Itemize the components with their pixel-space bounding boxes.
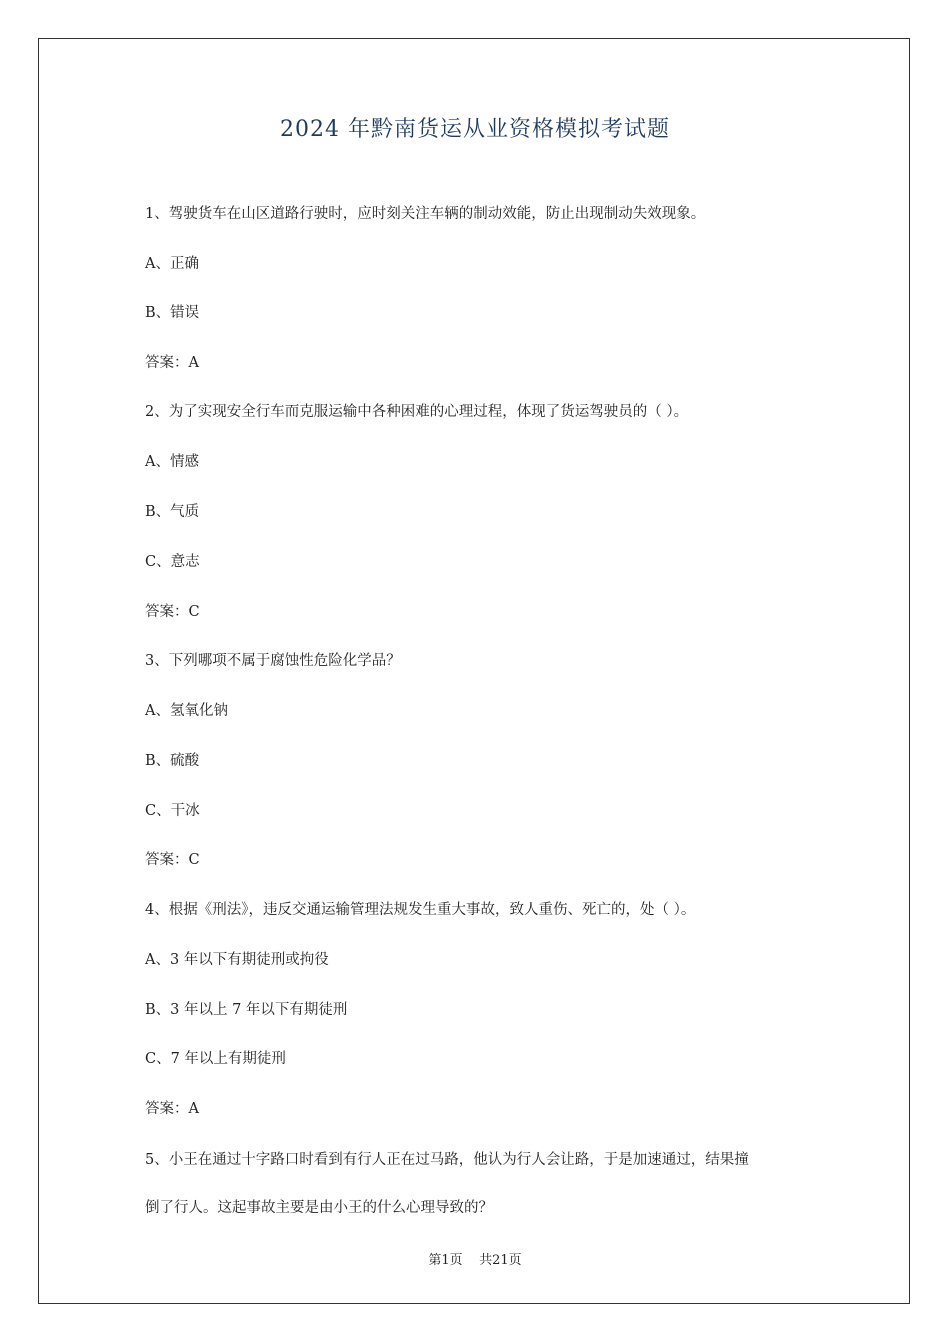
question-4-answer: 答案：A — [145, 1101, 199, 1117]
question-3-option-c: C、干冰 — [145, 803, 200, 819]
question-2-answer: 答案：C — [145, 604, 200, 620]
question-2-option-b: B、气质 — [145, 504, 200, 520]
question-4-option-b: B、3 年以上 7 年以下有期徒刑 — [145, 1002, 348, 1018]
question-4-option-a: A、3 年以下有期徒刑或拘役 — [145, 952, 329, 968]
question-2-stem: 2、为了实现安全行车而克服运输中各种困难的心理过程，体现了货运驾驶员的（ ）。 — [145, 404, 689, 420]
question-2-option-a: A、情感 — [145, 454, 199, 470]
question-4-stem: 4、根据《刑法》，违反交通运输管理法规发生重大事故，致人重伤、死亡的，处（ ）。 — [145, 902, 696, 918]
question-1-answer: 答案：A — [145, 355, 199, 371]
question-1-stem: 1、驾驶货车在山区道路行驶时，应时刻关注车辆的制动效能，防止出现制动失效现象。 — [145, 206, 706, 222]
question-3-answer: 答案：C — [145, 852, 200, 868]
question-1-option-a: A、正确 — [145, 256, 199, 272]
question-3-option-a: A、氢氧化钠 — [145, 703, 228, 719]
question-4-option-c: C、7 年以上有期徒刑 — [145, 1051, 286, 1067]
page-number-footer: 第1页 共21页 — [428, 1253, 522, 1268]
question-5-stem-line-1: 5、小王在通过十字路口时看到有行人正在过马路，他认为行人会让路，于是加速通过，结果撞 — [145, 1152, 749, 1168]
question-2-option-c: C、意志 — [145, 554, 200, 570]
question-1-option-b: B、错误 — [145, 305, 200, 321]
question-3-option-b: B、硫酸 — [145, 753, 200, 769]
document-title: 2024 年黔南货运从业资格模拟考试题 — [280, 117, 670, 142]
question-3-stem: 3、下列哪项不属于腐蚀性危险化学品？ — [145, 653, 401, 669]
question-5-stem-line-2: 倒了行人。这起事故主要是由小王的什么心理导致的？ — [145, 1200, 493, 1216]
